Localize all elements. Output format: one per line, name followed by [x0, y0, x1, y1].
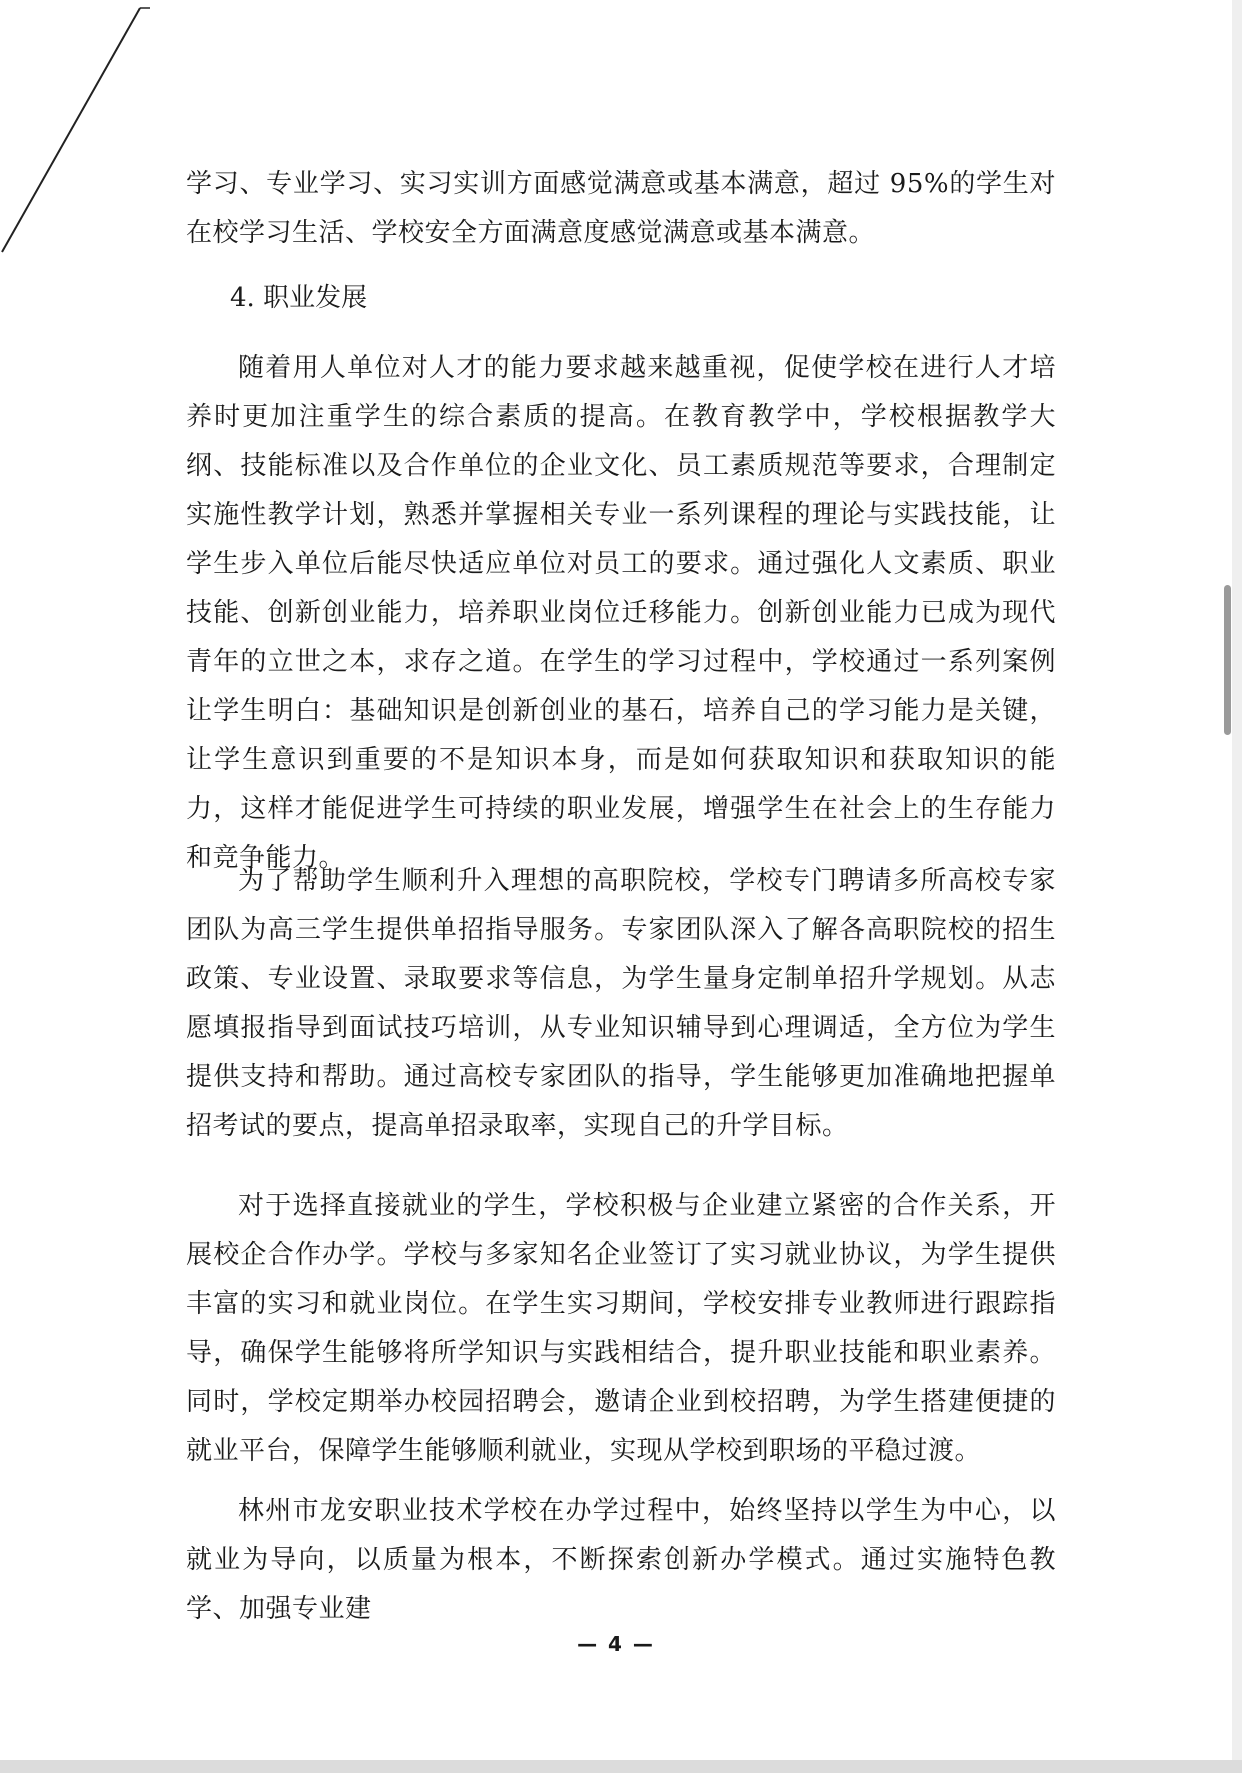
- paragraph-career-development: 随着用人单位对人才的能力要求越来越重视，促使学校在进行人才培养时更加注重学生的综合素质的提高。在教育教学中，学校根据教学大纲、技能标准以及合作单位的企业文化、员工素质规范等要求，合理制定实施性教学计划，熟悉并掌握相关专业一系列课程的理论与实践技能，让学生步入单位后能尽快适应单位对员工的要求。通过强化人文素质、职业技能、创新创业能力，培养职业岗位迁移能力。创新创业能力已成为现代青年的立世之本，求存之道。在学生的学习过程中，学校通过一系列案例让学生明白：基础知识是创新创业的基石，培养自己的学习能力是关键，让学生意识到重要的不是知识本身，而是如何获取知识和获取知识的能力，这样才能促进学生可持续的职业发展，增强学生在社会上的生存能力和竞争能力。: [186, 353, 1056, 873]
- paragraph-higher-education-guidance: 为了帮助学生顺利升入理想的高职院校，学校专门聘请多所高校专家团队为高三学生提供单招指导服务。专家团队深入了解各高职院校的招生政策、专业设置、录取要求等信息，为学生量身定制单招升学规划。从志愿填报指导到面试技巧培训，从专业知识辅导到心理调适，全方位为学生提供支持和帮助。通过高校专家团队的指导，学生能够更加准确地把握单招考试的要点，提高单招录取率，实现自己的升学目标。: [186, 866, 1056, 1141]
- paragraph-school-summary: 林州市龙安职业技术学校在办学过程中，始终坚持以学生为中心，以就业为导向，以质量为根本，不断探索创新办学模式。通过实施特色教学、加强专业建: [186, 1496, 1056, 1624]
- vertical-scrollbar-thumb[interactable]: [1224, 585, 1231, 735]
- paragraph-employment-cooperation: 对于选择直接就业的学生，学校积极与企业建立紧密的合作关系，开展校企合作办学。学校与多家知名企业签订了实习就业协议，为学生提供丰富的实习和就业岗位。在学生实习期间，学校安排专业教师进行跟踪指导，确保学生能够将所学知识与实践相结合，提升职业技能和职业素养。同时，学校定期举办校园招聘会，邀请企业到校招聘，为学生搭建便捷的就业平台，保障学生能够顺利就业，实现从学校到职场的平稳过渡。: [186, 1191, 1056, 1466]
- page-fold-line: [0, 0, 160, 270]
- intro-continuation-text: 学习、专业学习、实习实训方面感觉满意或基本满意，超过 95%的学生对在校学习生活、学校安全方面满意度感觉满意或基本满意。: [186, 169, 1056, 248]
- viewer-bottom-edge: [0, 1760, 1242, 1773]
- page-number: — 4 —: [577, 1632, 655, 1656]
- section-heading: 4. 职业发展: [230, 283, 368, 313]
